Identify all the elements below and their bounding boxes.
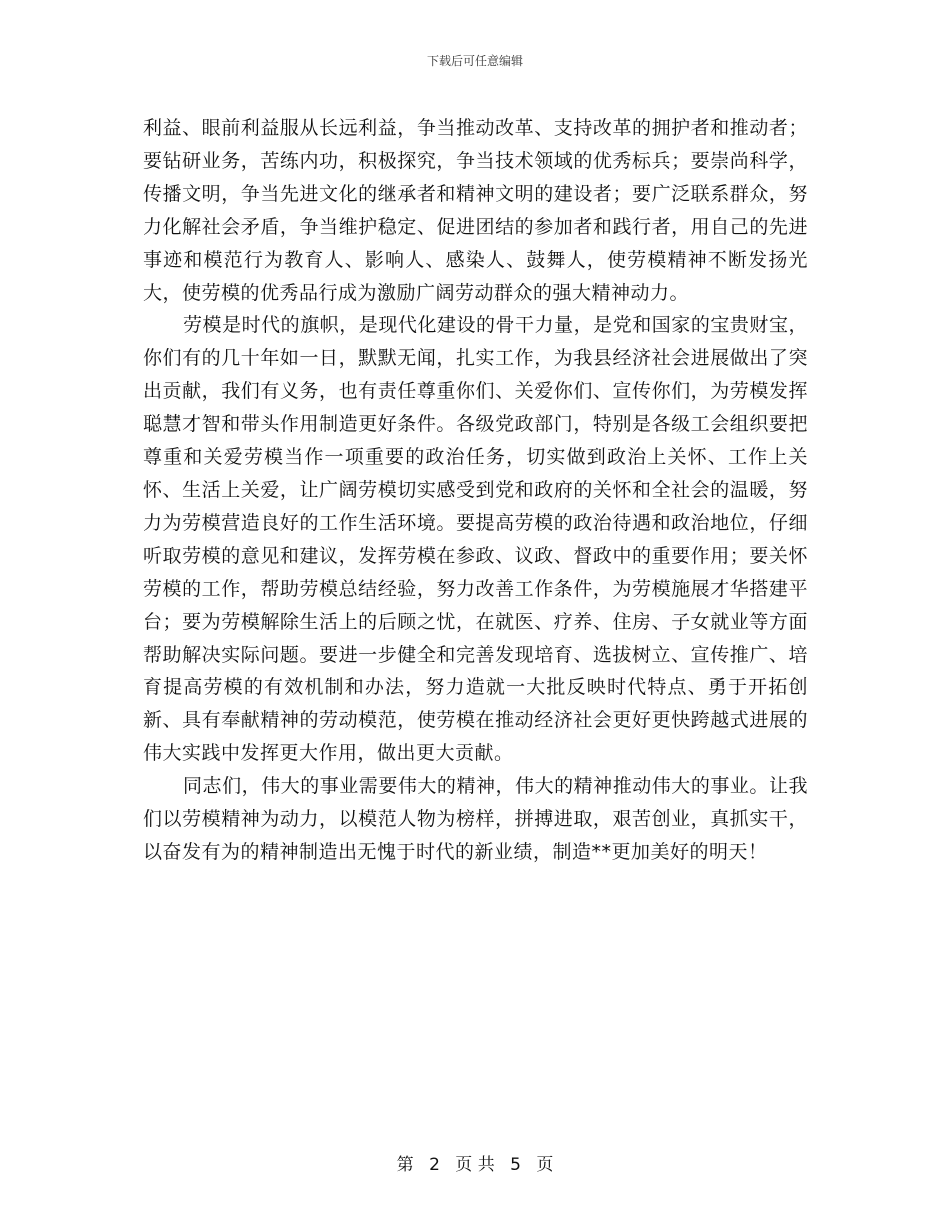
document-body bbox=[143, 112, 808, 869]
header-text: 下载后可任意编辑 bbox=[426, 54, 523, 68]
paragraph-1: 利益、眼前利益服从长远利益，争当推动改革、支持改革的拥护者和推动者；要钻研业务，苦练内功，积极探究，争当技术领域的优秀标兵；要崇尚科学，传播文明，争当先进文化的继承者和精神文明的建设者；要广泛联系群众，努力化解社会矛盾，争当维护稳定、促进团结的参加者和践行者，用自己的先进事迹和模范行为教育人、影响人、感染人、鼓舞人，使劳模精神不断发扬光大，使劳模的优秀品行成为激励广阔劳动群众的强大精神动力。 bbox=[143, 117, 808, 304]
footer-middle: 页 共 bbox=[455, 1155, 495, 1175]
page-footer bbox=[0, 1154, 950, 1176]
page-header bbox=[0, 53, 950, 69]
paragraph-3: 同志们，伟大的事业需要伟大的精神，伟大的精神推动伟大的事业。让我们以劳模精神为动力，以模范人物为榜样，拼搏进取，艰苦创业，真抓实干，以奋发有为的精神制造出无愧于时代的新业绩，制造**更加美好的明天！ bbox=[143, 775, 808, 863]
footer-prefix: 第 bbox=[396, 1155, 414, 1175]
footer-total-pages: 5 bbox=[510, 1155, 521, 1175]
footer-suffix: 页 bbox=[536, 1155, 554, 1175]
paragraph-2: 劳模是时代的旗帜，是现代化建设的骨干力量，是党和国家的宝贵财宝，你们有的几十年如一日，默默无闻，扎实工作，为我县经济社会进展做出了突出贡献，我们有义务，也有责任尊重你们、关爱你们、宣传你们，为劳模发挥聪慧才智和带头作用制造更好条件。各级党政部门，特别是各级工会组织要把尊重和关爱劳模当作一项重要的政治任务，切实做到政治上关怀、工作上关怀、生活上关爱，让广阔劳模切实感受到党和政府的关怀和全社会的温暖，努力为劳模营造良好的工作生活环境。要提高劳模的政治待遇和政治地位，仔细听取劳模的意见和建议，发挥劳模在参政、议政、督政中的重要作用；要关怀劳模的工作，帮助劳模总结经验，努力改善工作条件，为劳模施展才华搭建平台；要为劳模解除生活上的后顾之忧，在就医、疗养、住房、子女就业等方面帮助解决实际问题。要进一步健全和完善发现培育、选拔树立、宣传推广、培育提高劳模的有效机制和办法，努力造就一大批反映时代特点、勇于开拓创新、具有奉献精神的劳动模范，使劳模在推动经济社会更好更快跨越式进展的伟大实践中发挥更大作用，做出更大贡献。 bbox=[143, 314, 808, 765]
footer-page-number: 2 bbox=[429, 1155, 440, 1175]
